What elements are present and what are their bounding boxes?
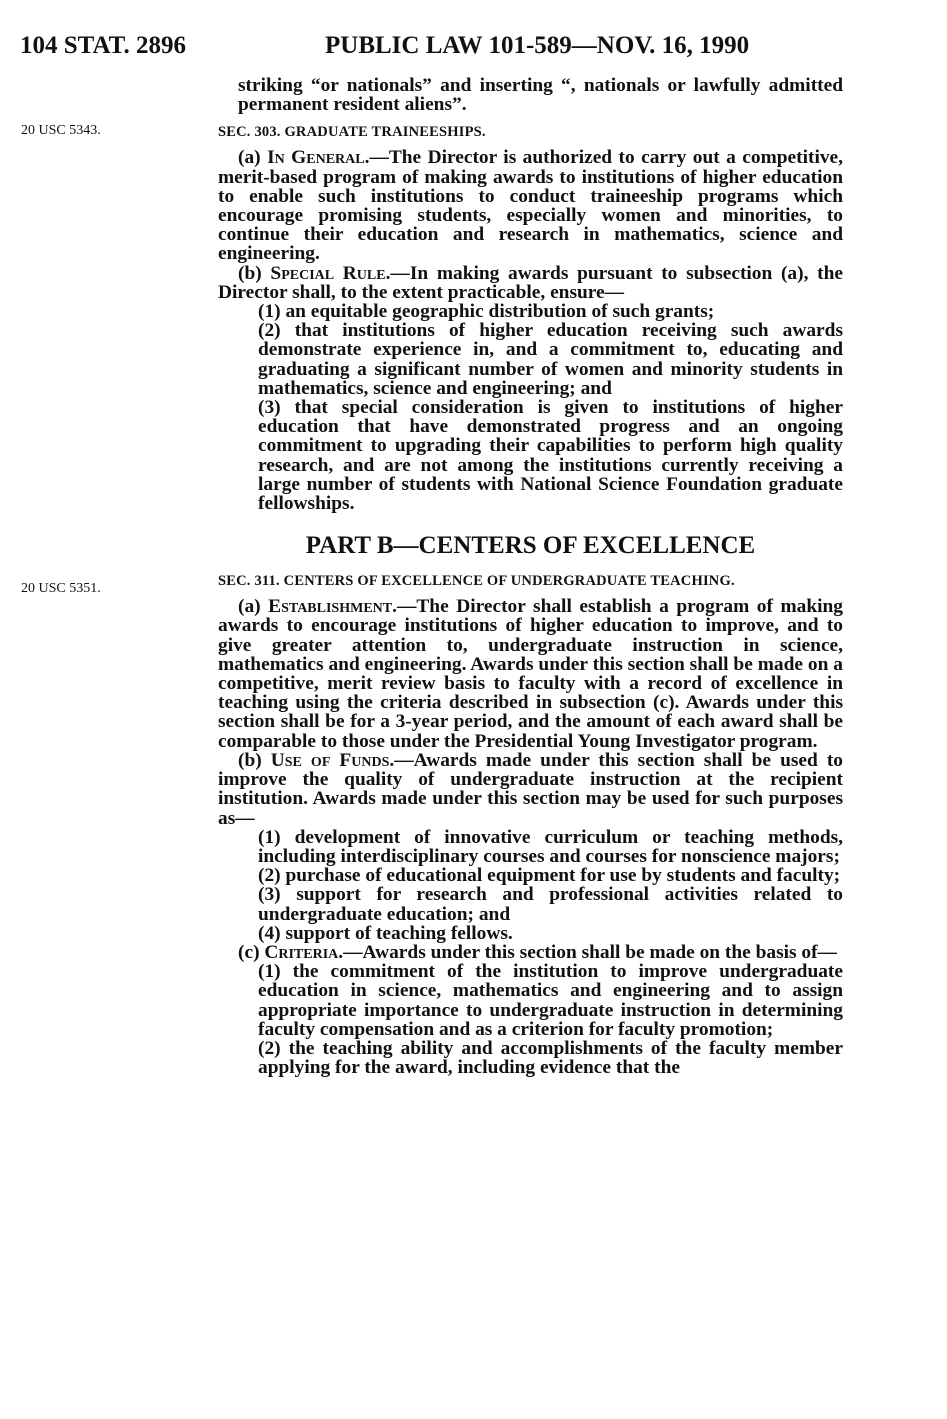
sec311-b-item-2: (2) purchase of educational equipment for use by students and faculty;	[258, 865, 841, 887]
sec303-subsection-a	[218, 148, 843, 263]
subsection-label: (a)	[238, 596, 269, 618]
intro-paragraph	[238, 76, 843, 114]
sec303-subsection-b	[218, 264, 843, 302]
subsection-caption: Criteria	[264, 941, 339, 963]
subsection-caption: In General	[267, 147, 365, 169]
document-body	[218, 76, 843, 1077]
subsection-text: .—Awards made under this section shall be used to improve the quality of undergraduate instruction at the recipient institution. Awards made under this section may be used for such purposes as—	[218, 749, 843, 829]
section-303-heading: SEC. 303. GRADUATE TRAINEESHIPS.	[218, 124, 486, 141]
public-law-citation: PUBLIC LAW 101-589—NOV. 16, 1990	[325, 32, 750, 59]
sec311-subsection-a	[218, 597, 843, 751]
subsection-label: (b)	[238, 262, 271, 284]
margin-note-sec303: 20 USC 5343.	[21, 123, 101, 138]
sec303-item-3: (3) that special consideration is given to institutions of higher education that have demonstrated progress and an ongoing commitment to upgrading their capabilities to perform high quality research, and are not among the institutions currently receiving a large number of students with National Science Foundation graduate fellowships.	[258, 397, 843, 515]
sec311-b-item-4: (4) support of teaching fellows.	[258, 922, 513, 944]
subsection-label: (a)	[238, 147, 268, 169]
running-header	[20, 30, 920, 62]
subsection-text: .—The Director is authorized to carry out a competitive, merit-based program of making awards to institutions of higher education to enable such institutions to conduct traineeship programs which encourage promising students, especially women and minorities, to continue their education and research in mathematics, science and engineering.	[218, 147, 843, 265]
sec311-subsection-b	[218, 751, 843, 828]
subsection-label: (b)	[238, 749, 271, 771]
sec311-c-item-1: (1) the commitment of the institution to improve undergraduate education in science, mathematics and engineering and to assign appropriate importance to undergraduate instruction in determining faculty compensation and as a criterion for faculty promotion;	[258, 961, 843, 1040]
subsection-caption: Special Rule	[270, 262, 386, 284]
margin-note-sec311: 20 USC 5351.	[21, 581, 101, 596]
sec311-b-item-1: (1) development of innovative curriculum or teaching methods, including interdisciplinary courses and courses for nonscience majors;	[258, 826, 843, 867]
sec303-item-2: (2) that institutions of higher education receiving such awards demonstrate experience in, and a commitment to, educating and graduating a significant number of women and minority students in mathematics, science and engineering; and	[258, 320, 843, 399]
stat-page-number: 104 STAT. 2896	[20, 32, 186, 59]
intro-text: striking “or nationals” and inserting “, nationals or lawfully admitted permanent resident aliens”.	[238, 75, 843, 116]
subsection-text: .—Awards under this section shall be made on the basis of—	[338, 941, 837, 963]
subsection-label: (c)	[238, 941, 265, 963]
subsection-caption: Establishment	[268, 596, 393, 618]
section-311-heading: SEC. 311. CENTERS OF EXCELLENCE OF UNDERGRADUATE TEACHING.	[218, 573, 735, 590]
sec311-c-item-2: (2) the teaching ability and accomplishments of the faculty member applying for the award, including evidence that the	[258, 1037, 843, 1079]
subsection-text: .—The Director shall establish a program of making awards to encourage institutions of higher education to improve, and to give greater attention to, undergraduate instruction in science, mathematics and engineering. Awards under this section shall be made on a competitive, merit review basis to faculty with a record of excellence in teaching using the criteria described in subsection (c). Awards under this section shall be for a 3-year period, and the amount of each award shall be comparable to those under the Presidential Young Investigator program.	[218, 596, 843, 752]
subsection-text: .—In making awards pursuant to subsection (a), the Director shall, to the extent practicable, ensure—	[218, 262, 843, 303]
subsection-caption: Use of Funds	[270, 749, 390, 771]
sec311-subsection-c	[218, 943, 843, 962]
sec303-item-1: (1) an equitable geographic distribution of such grants;	[258, 301, 715, 323]
sec311-b-item-3: (3) support for research and professional activities related to undergraduate education; and	[258, 884, 843, 925]
part-b-heading: PART B—CENTERS OF EXCELLENCE	[305, 532, 756, 560]
